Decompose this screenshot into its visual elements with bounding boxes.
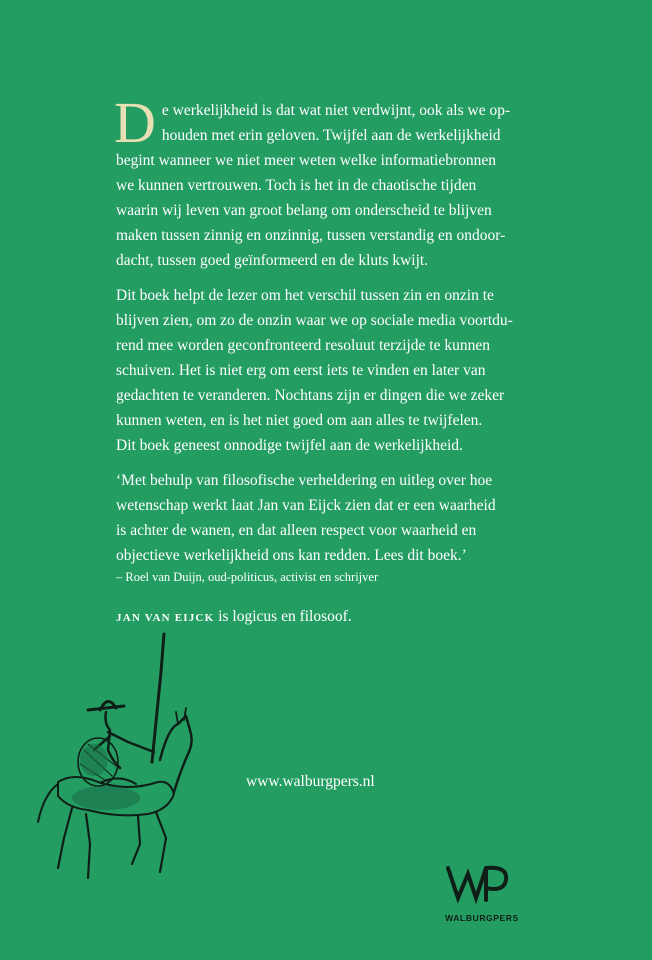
author-note [116,608,352,626]
author-name: JAN VAN EIJCK [116,612,215,624]
body-paragraph [116,283,513,458]
body-line: Dit boek geneest onnodige twijfel aan de werkelijkheid. [116,437,463,454]
quote-line: objectieve werkelijkheid ons kan redden. Lees dit boek.’ [116,547,467,564]
body-line: schuiven. Het is niet erg om eerst iets te vinden en later van [116,362,486,379]
body-line: rend mee worden geconfronteerd resoluut terzijde te kunnen [116,337,490,354]
intro-line: e werkelijkheid is dat wat niet verdwijnt, ook als we op- [161,102,511,119]
horse-legs-stroke [58,808,166,878]
body-line: gedachten te veranderen. Nochtans zijn er dingen die we zeker [116,387,505,404]
hat-stroke [88,701,124,710]
body-line: Dit boek helpt de lezer om het verschil tussen zin en onzin te [116,287,494,304]
intro-line: we kunnen vertrouwen. Toch is het in de chaotische tijden [116,177,477,194]
publisher-logo-text: WALBURGPERS [445,913,519,923]
wp-monogram-icon [442,860,522,906]
lance-stroke [152,634,164,762]
quote-line: wetenschap werkt laat Jan van Eijck zien dat er een waarheid [116,497,496,514]
horse-head-stroke [160,716,192,792]
quote-line: is achter de wanen, en dat alleen respect voor waarheid en [116,522,477,539]
intro-paragraph [114,90,511,273]
quote-line: ‘Met behulp van filosofische verheldering en uitleg over hoe [116,472,493,489]
publisher-website: www.walburgpers.nl [246,773,375,790]
drop-cap: D [114,90,156,155]
intro-line: dacht, tussen goed geïnformeerd en de kluts kwijt. [116,252,429,269]
body-line: blijven zien, om zo de onzin waar we op sociale media voortdu- [116,312,513,329]
body-line: kunnen weten, en is het niet goed om aan alles te twijfelen. [116,412,483,429]
blurb-quote [116,468,496,586]
intro-line: begint wanneer we niet meer weten welke informatiebronnen [116,152,497,169]
author-bio: is logicus en filosoof. [214,608,352,625]
don-quixote-illustration [28,632,228,892]
quote-attribution: – Roel van Duijn, oud-politicus, activist en schrijver [116,570,379,584]
intro-line: waarin wij leven van groot belang om onderscheid te blijven [116,202,492,219]
publisher-logo [442,860,522,923]
intro-line: houden met erin geloven. Twijfel aan de werkelijkheid [161,127,501,144]
intro-line: maken tussen zinnig en onzinnig, tussen verstandig en ondoor- [116,227,506,244]
